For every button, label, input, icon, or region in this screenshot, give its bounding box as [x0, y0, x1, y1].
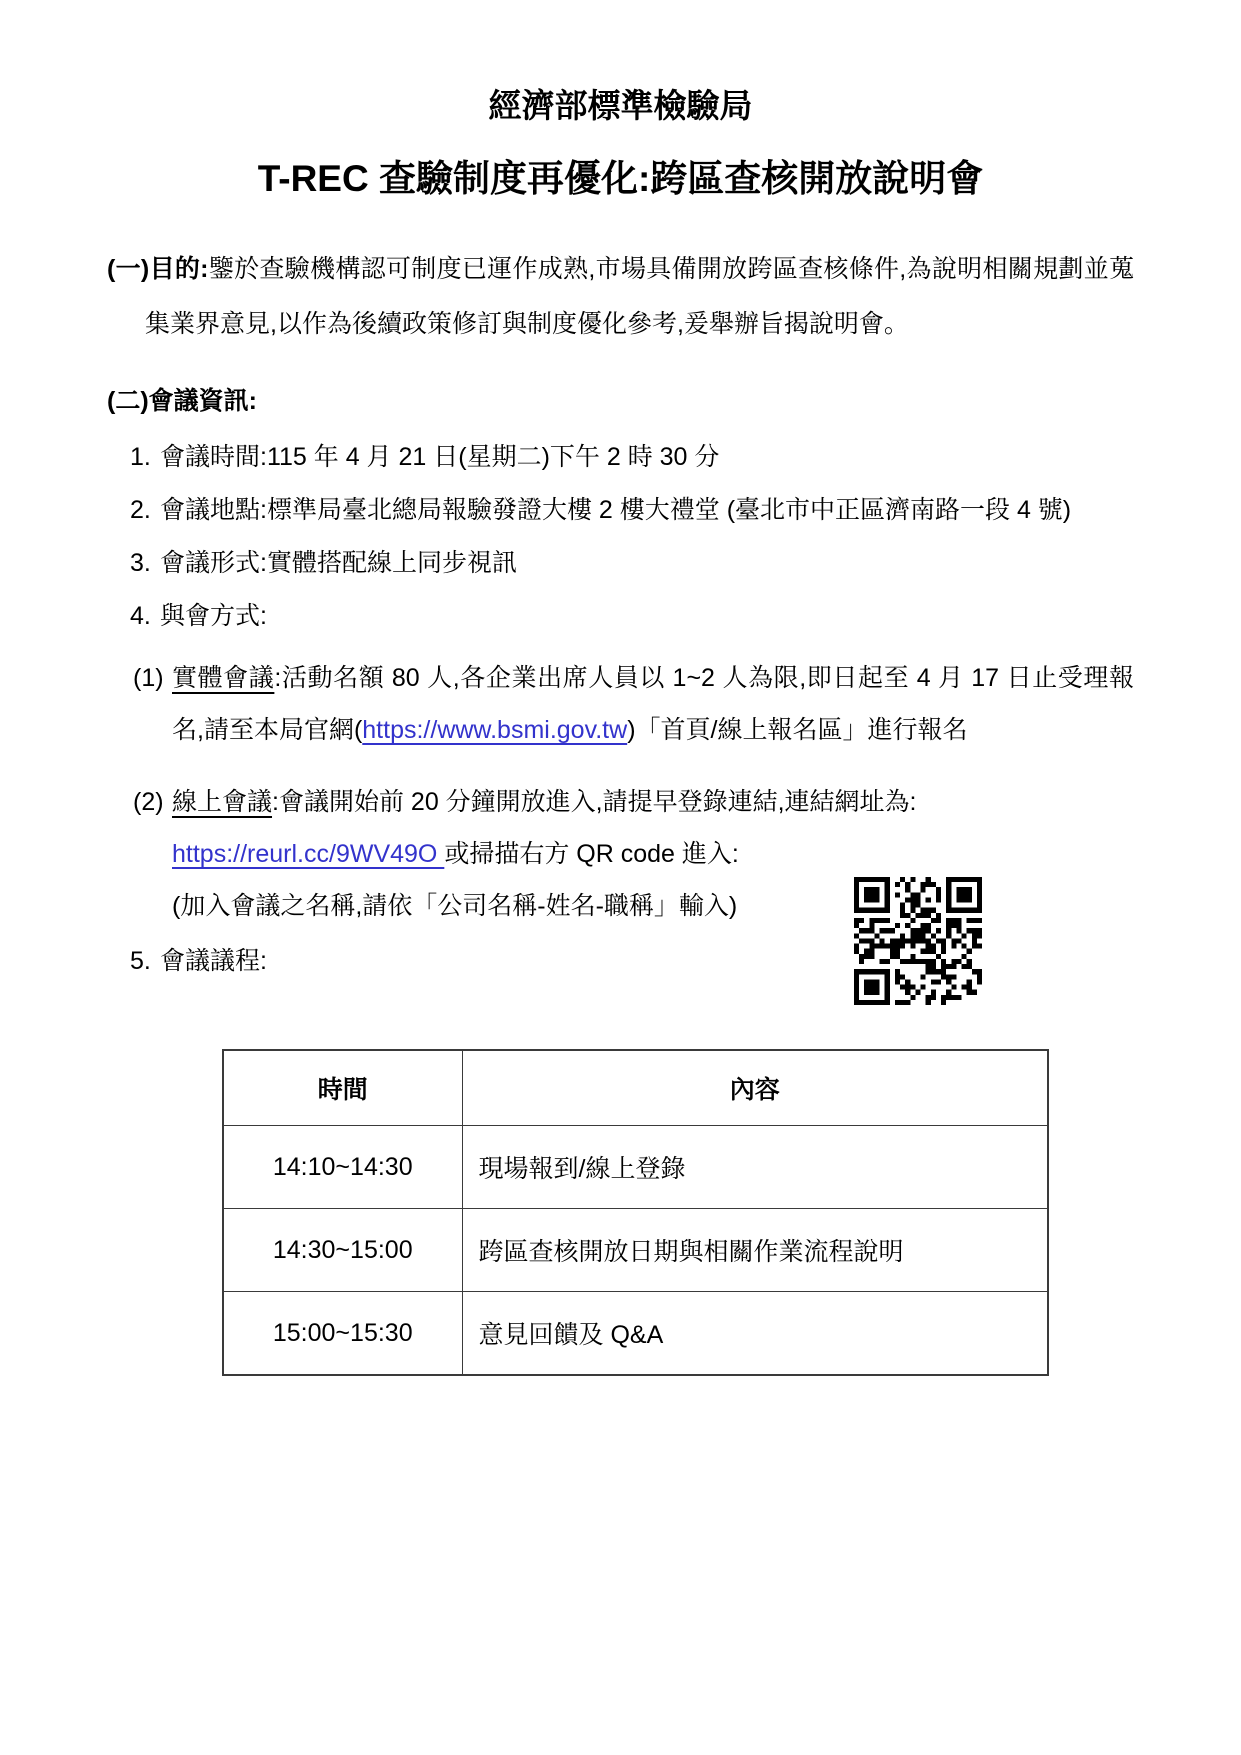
list-item-text: 會議形式:實體搭配線上同步視訊 [160, 549, 517, 577]
table-row [223, 1209, 1048, 1292]
subitem-text [172, 652, 1134, 756]
list-item-number: 4. [130, 602, 151, 630]
list-item-text: 會議地點:標準局臺北總局報驗發證大樓 2 樓大禮堂 (臺北市中正區濟南路一段 4 號) [160, 496, 1072, 524]
agenda-table [222, 1049, 1049, 1376]
physical-meeting-label: 實體會議 [172, 664, 275, 692]
online-meeting-link-line [107, 828, 1134, 880]
document-body [0, 242, 1241, 1376]
list-item-text: 與會方式: [160, 602, 267, 630]
list-item-number: 2. [130, 496, 151, 524]
org-title: 經濟部標準檢驗局 [488, 87, 753, 124]
doc-title: T-REC 查驗制度再優化:跨區查核開放說明會 [257, 158, 984, 199]
agenda-content-cell: 現場報到/線上登錄 [462, 1126, 1048, 1209]
physical-meeting-text-after: )「首頁/線上報名區」進行報名 [627, 716, 968, 744]
list-item-number: 5. [130, 947, 151, 975]
agenda-header-content: 內容 [462, 1050, 1048, 1126]
agenda-time-cell: 15:00~15:30 [223, 1292, 462, 1376]
table-row [223, 1126, 1048, 1209]
agenda-time-cell: 14:30~15:00 [223, 1209, 462, 1292]
colon: : [272, 788, 279, 816]
online-meeting-label: 線上會議 [172, 788, 273, 816]
table-row [223, 1292, 1048, 1376]
list-item-location [107, 495, 1134, 526]
list-item-format [107, 548, 1134, 579]
qr-code-image [852, 877, 984, 1005]
colon: : [274, 664, 282, 692]
online-meeting-link-suffix: 或掃描右方 QR code 進入: [444, 840, 739, 868]
meeting-info-heading: (二)會議資訊: [107, 387, 257, 415]
online-meeting-note: (加入會議之名稱,請依「公司名稱-姓名-職稱」輸入) [172, 892, 738, 920]
list-item-number: 3. [130, 549, 151, 577]
agenda-table-header-row [223, 1050, 1048, 1126]
agenda-content-cell: 意見回饋及 Q&A [462, 1292, 1048, 1376]
online-meeting-text: 會議開始前 20 分鐘開放進入,請提早登錄連結,連結網址為: [278, 788, 917, 816]
physical-meeting-text: 活動名額 80 人,各企業出席人員以 1~2 人為限,即日起至 4 月 17 日止受理報名,請至本局官網( [172, 664, 1134, 744]
purpose-text: 鑒於查驗機構認可制度已運作成熟,市場具備開放跨區查核條件,為說明相關規劃並蒐集業界意見,以作為後續政策修訂與制度優化參考,爰舉辦旨揭說明會。 [145, 255, 1134, 338]
subitem-online-meeting [107, 776, 1134, 828]
list-item-text: 會議時間:115 年 4 月 21 日(星期二)下午 2 時 30 分 [160, 443, 720, 471]
subitem-number: (1) [133, 664, 164, 692]
purpose-paragraph [107, 242, 1134, 352]
agenda-label-text: 會議議程: [160, 947, 267, 975]
purpose-label: (一)目的: [107, 255, 209, 283]
online-meeting-link[interactable]: https://reurl.cc/9WV49O [172, 840, 445, 868]
list-item-participation [107, 601, 1134, 632]
agenda-time-cell: 14:10~14:30 [223, 1126, 462, 1209]
agenda-header-time: 時間 [223, 1050, 462, 1126]
list-item-number: 1. [130, 443, 151, 471]
subitem-physical-meeting [107, 652, 1134, 756]
subitem-text [172, 776, 1134, 828]
subitem-number: (2) [133, 788, 164, 816]
list-item-time [107, 442, 1134, 473]
qr-code [852, 877, 984, 1005]
bsmi-website-link[interactable]: https://www.bsmi.gov.tw [362, 716, 628, 744]
agenda-content-cell: 跨區查核開放日期與相關作業流程說明 [462, 1209, 1048, 1292]
